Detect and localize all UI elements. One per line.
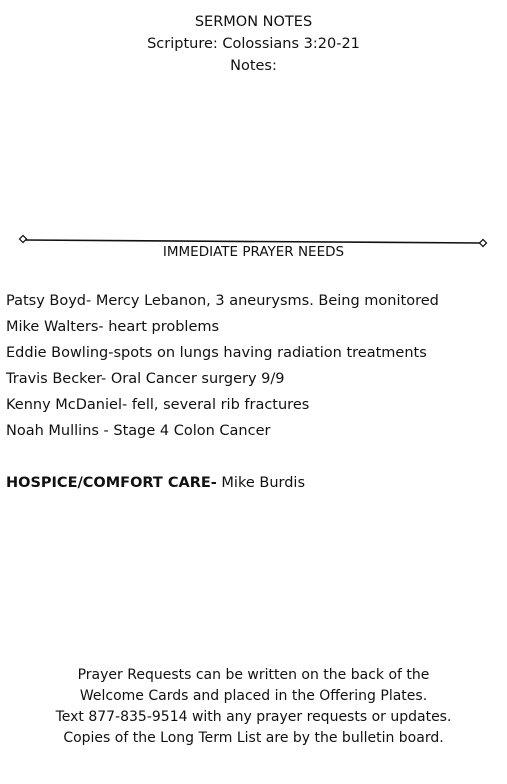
- prayer-need-item: Patsy Boyd- Mercy Lebanon, 3 aneurysms. Being monitored: [6, 293, 439, 309]
- prayer-needs-heading: IMMEDIATE PRAYER NEEDS: [162, 244, 345, 260]
- hospice-comfort-care: [6, 472, 305, 494]
- footer-line: Welcome Cards and placed in the Offering Plates.: [79, 688, 428, 704]
- footer-line: Copies of the Long Term List are by the bulletin board.: [63, 730, 444, 746]
- prayer-need-item: Kenny McDaniel- fell, several rib fractures: [6, 397, 310, 413]
- prayer-need-item: Noah Mullins - Stage 4 Colon Cancer: [6, 423, 271, 439]
- hospice-names: Mike Burdis: [216, 475, 306, 491]
- hospice-label: HOSPICE/COMFORT CARE-: [6, 475, 217, 491]
- scripture-reference: Scripture: Colossians 3:20-21: [147, 36, 360, 52]
- notes-label: Notes:: [230, 58, 277, 74]
- footer-line: Prayer Requests can be written on the back of the: [77, 667, 430, 683]
- prayer-needs-list: [6, 290, 501, 446]
- sermon-notes-header: [0, 11, 507, 77]
- prayer-need-item: Travis Becker- Oral Cancer surgery 9/9: [6, 371, 285, 387]
- prayer-need-item: Mike Walters- heart problems: [6, 319, 220, 335]
- sermon-notes-title: SERMON NOTES: [194, 14, 313, 30]
- prayer-need-item: Eddie Bowling-spots on lungs having radiation treatments: [6, 345, 427, 361]
- prayer-request-info: [0, 665, 507, 749]
- footer-line: Text 877-835-9514 with any prayer requests or updates.: [55, 709, 452, 725]
